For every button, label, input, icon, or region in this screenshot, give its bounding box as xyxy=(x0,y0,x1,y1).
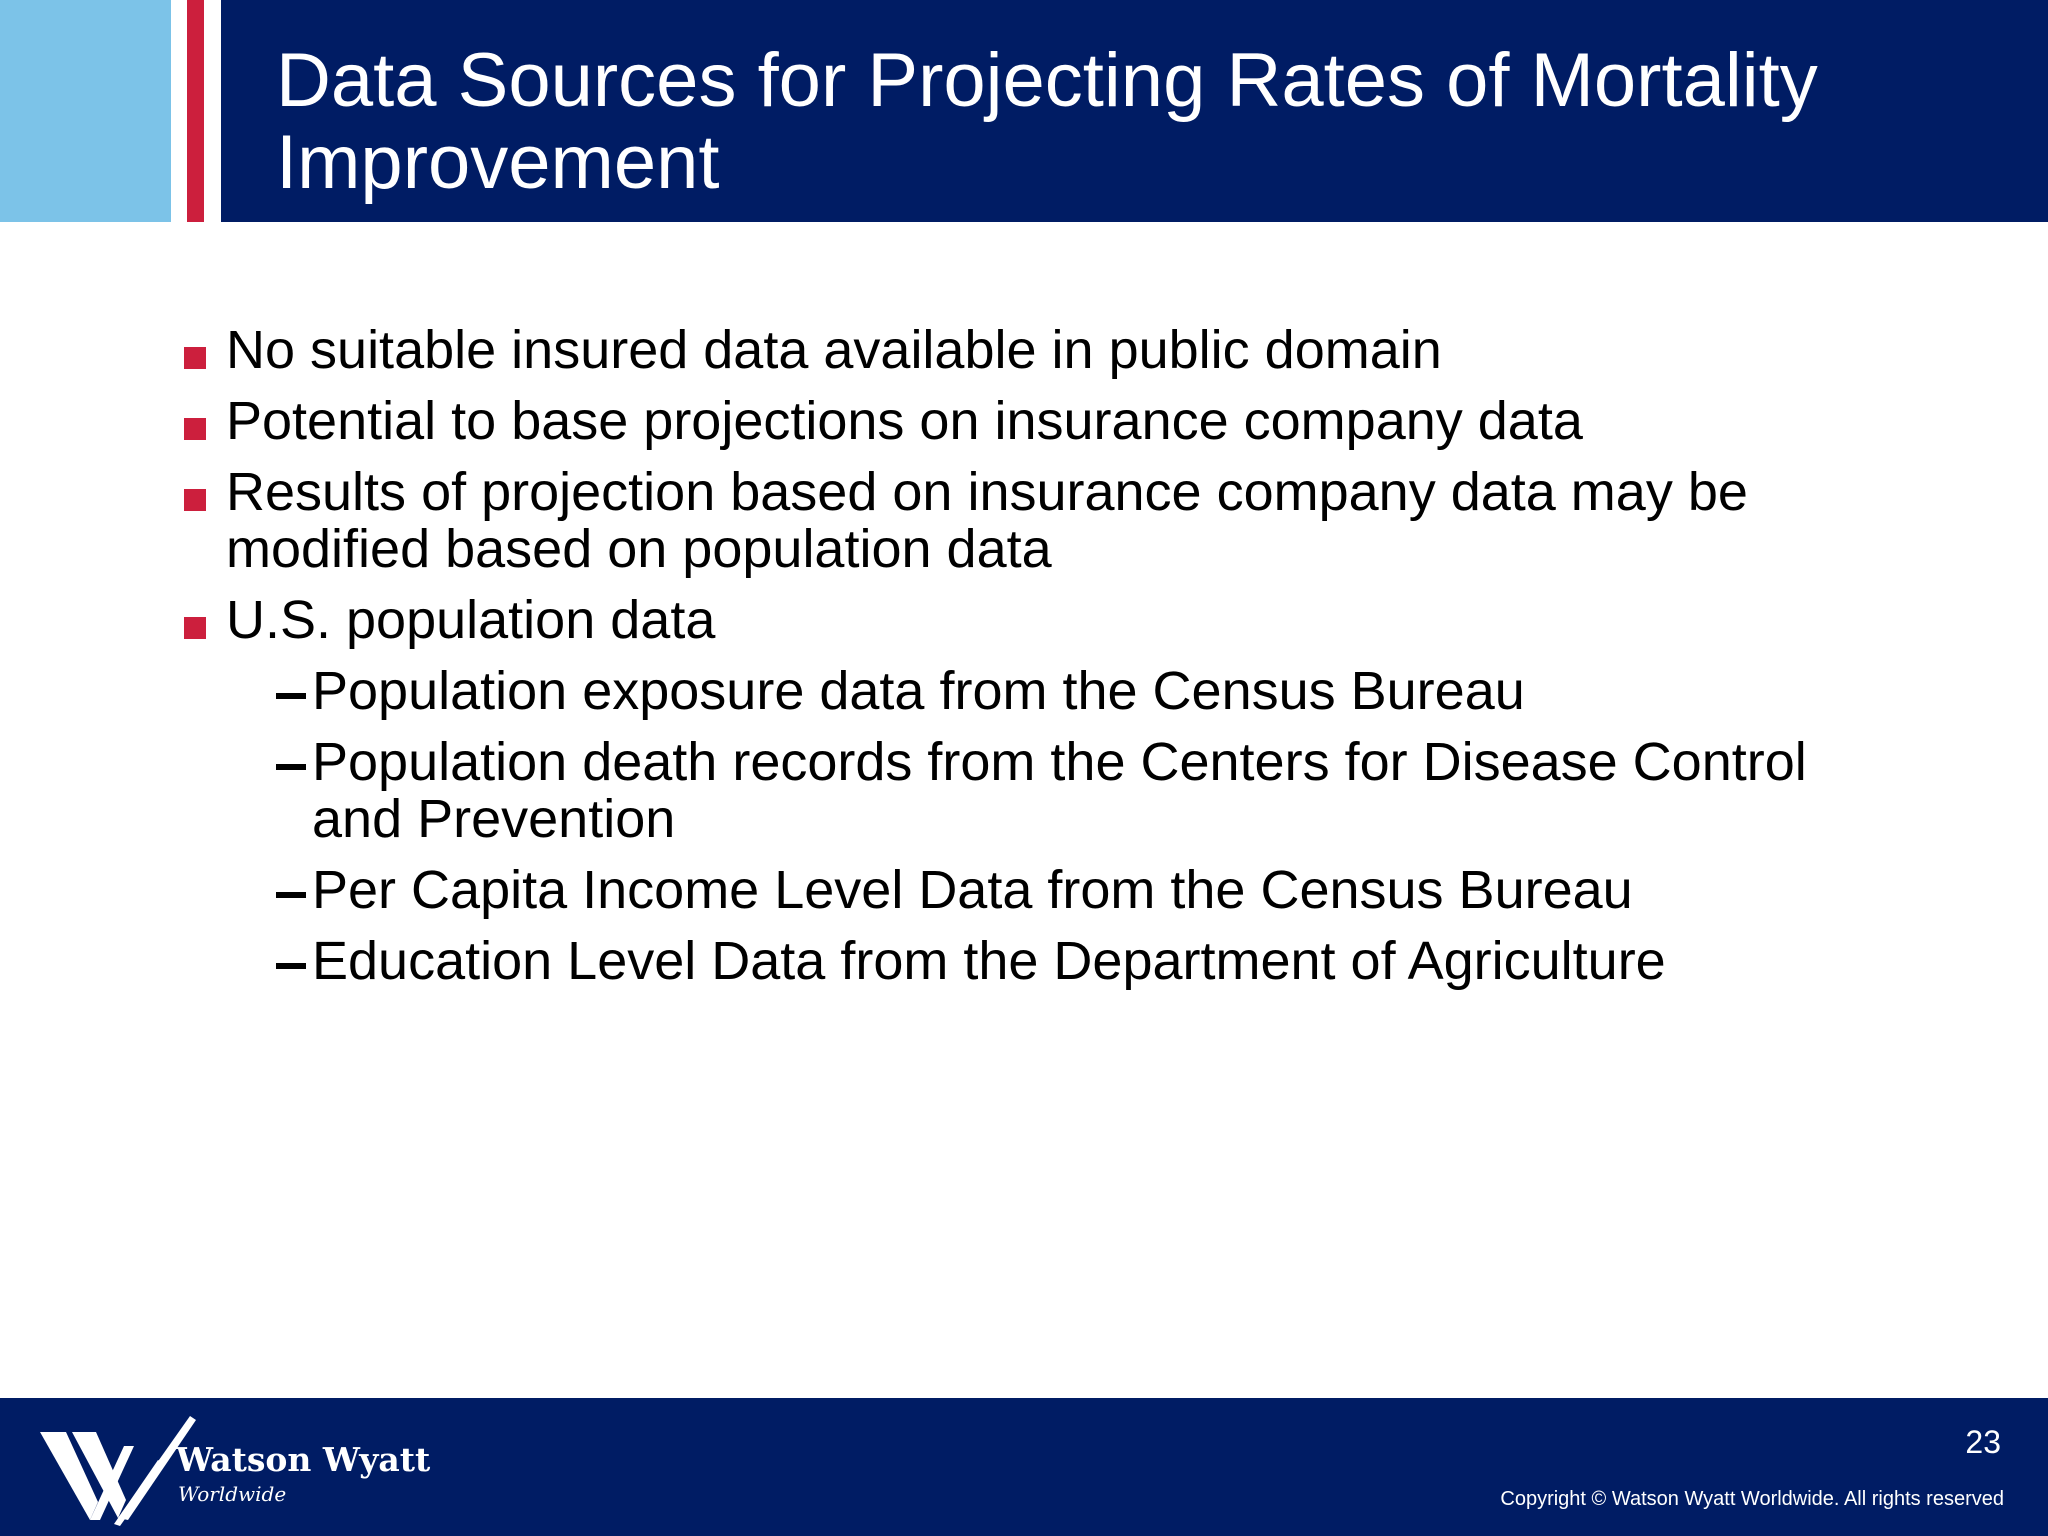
sub-bullet-text: Population death records from the Centers for Disease Control and Prevention xyxy=(312,732,1807,849)
bullet-square-icon xyxy=(184,347,206,369)
bullet-square-icon xyxy=(184,617,206,639)
slide-content xyxy=(180,322,1880,1004)
bullet-item xyxy=(180,393,1880,450)
dash-icon xyxy=(276,764,306,770)
header-accent-block xyxy=(0,0,171,222)
bullet-item xyxy=(180,592,1880,990)
page-number: 23 xyxy=(1965,1424,2001,1460)
dash-icon xyxy=(276,892,306,898)
sub-bullet-item xyxy=(180,862,1880,919)
bullet-text: U.S. population data xyxy=(226,590,716,650)
header-red-stripe xyxy=(187,0,204,222)
sub-bullet-text: Education Level Data from the Department of Agriculture xyxy=(312,931,1666,991)
bullet-item xyxy=(180,322,1880,379)
bullet-item xyxy=(180,464,1880,578)
bullet-text: No suitable insured data available in public domain xyxy=(226,320,1442,380)
logo-tagline: Worldwide xyxy=(178,1482,287,1506)
dash-icon xyxy=(276,963,306,969)
bullet-square-icon xyxy=(184,489,206,511)
slide-title: Data Sources for Projecting Rates of Mortality Improvement xyxy=(276,38,1818,205)
bullet-text: Potential to base projections on insurance company data xyxy=(226,391,1583,451)
bullet-square-icon xyxy=(184,418,206,440)
sub-bullet-list xyxy=(226,663,1880,990)
sub-bullet-text: Population exposure data from the Census Bureau xyxy=(312,661,1525,721)
sub-bullet-item xyxy=(180,933,1880,990)
bullet-list xyxy=(180,322,1880,990)
header-divider-stripe xyxy=(171,0,187,222)
bullet-text: Results of projection based on insurance company data may be modified based on population data xyxy=(226,462,1748,579)
logo-wordmark: Watson Wyatt xyxy=(176,1440,431,1479)
sub-bullet-item xyxy=(180,734,1880,848)
copyright-notice: Copyright © Watson Wyatt Worldwide. All rights reserved xyxy=(1500,1488,2004,1510)
header-divider-stripe xyxy=(204,0,221,222)
dash-icon xyxy=(276,693,306,699)
sub-bullet-text: Per Capita Income Level Data from the Census Bureau xyxy=(312,860,1633,920)
sub-bullet-item xyxy=(180,663,1880,720)
